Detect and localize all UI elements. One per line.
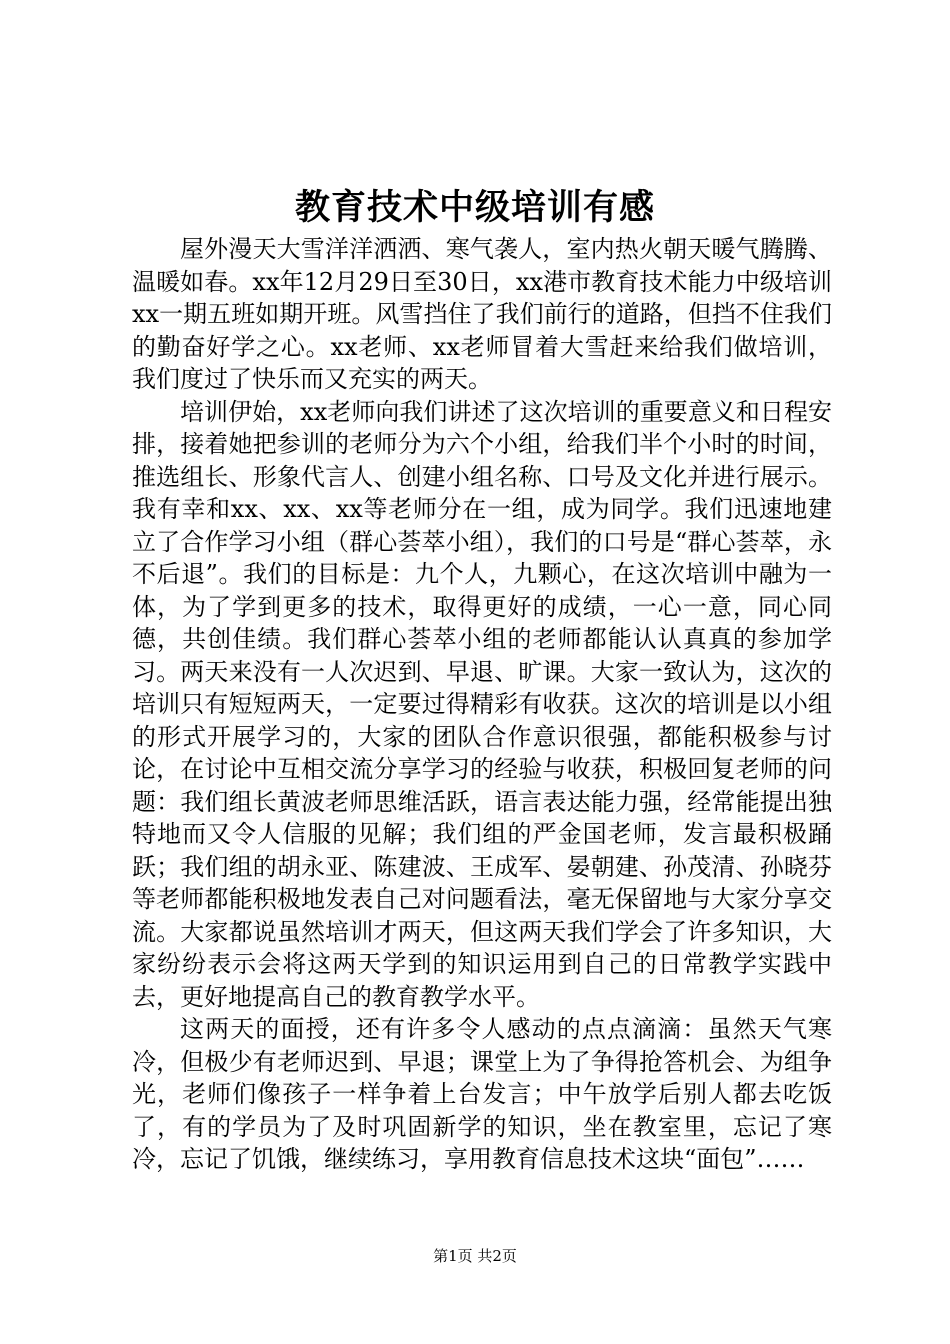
document-body: [132, 233, 832, 1176]
paragraph-3: 这两天的面授，还有许多令人感动的点点滴滴：虽然天气寒冷，但极少有老师迟到、早退；课堂上为了争得抢答机会、为组争光，老师们像孩子一样争着上台发言；中午放学后别人都去吃饭了，有的学员为了及时巩固新学的知识，坐在教室里，忘记了寒冷，忘记了饥饿，继续练习，享用教育信息技术这块“面包”……: [132, 1015, 832, 1173]
document-title: 教育技术中级培训有感: [294, 187, 655, 228]
paragraph-1: 屋外漫天大雪洋洋洒洒、寒气袭人，室内热火朝天暖气腾腾、温暖如春。xx年12月29日至30日，xx港市教育技术能力中级培训xx一期五班如期开班。风雪挡住了我们前行的道路，但挡不住我们的勤奋好学之心。xx老师、xx老师冒着大雪赶来给我们做培训，我们度过了快乐而又充实的两天。: [132, 235, 832, 393]
page-footer: 第1页 共2页: [433, 1247, 517, 1265]
paragraph-2: 培训伊始，xx老师向我们讲述了这次培训的重要意义和日程安排，接着她把参训的老师分为六个小组，给我们半个小时的时间，推选组长、形象代言人、创建小组名称、口号及文化并进行展示。我有幸和xx、xx、xx等老师分在一组，成为同学。我们迅速地建立了合作学习小组（群心荟萃小组），我们的口号是“群心荟萃，永不后退”。我们的目标是：九个人，九颗心，在这次培训中融为一体，为了学到更多的技术，取得更好的成绩，一心一意，同心同德，共创佳绩。我们群心荟萃小组的老师都能认认真真的参加学习。两天来没有一人次迟到、早退、旷课。大家一致认为，这次的培训只有短短两天，一定要过得精彩有收获。这次的培训是以小组的形式开展学习的，大家的团队合作意识很强，都能积极参与讨论，在讨论中互相交流分享学习的经验与收获，积极回复老师的问题：我们组长黄波老师思维活跃，语言表达能力强，经常能提出独特地而又令人信服的见解；我们组的严金国老师，发言最积极踊跃；我们组的胡永亚、陈建波、王成军、晏朝建、孙茂清、孙晓芬等老师都能积极地发表自己对问题看法，毫无保留地与大家分享交流。大家都说虽然培训才两天，但这两天我们学会了许多知识，大家纷纷表示会将这两天学到的知识运用到自己的日常教学实践中去，更好地提高自己的教育教学水平。: [132, 397, 832, 1011]
